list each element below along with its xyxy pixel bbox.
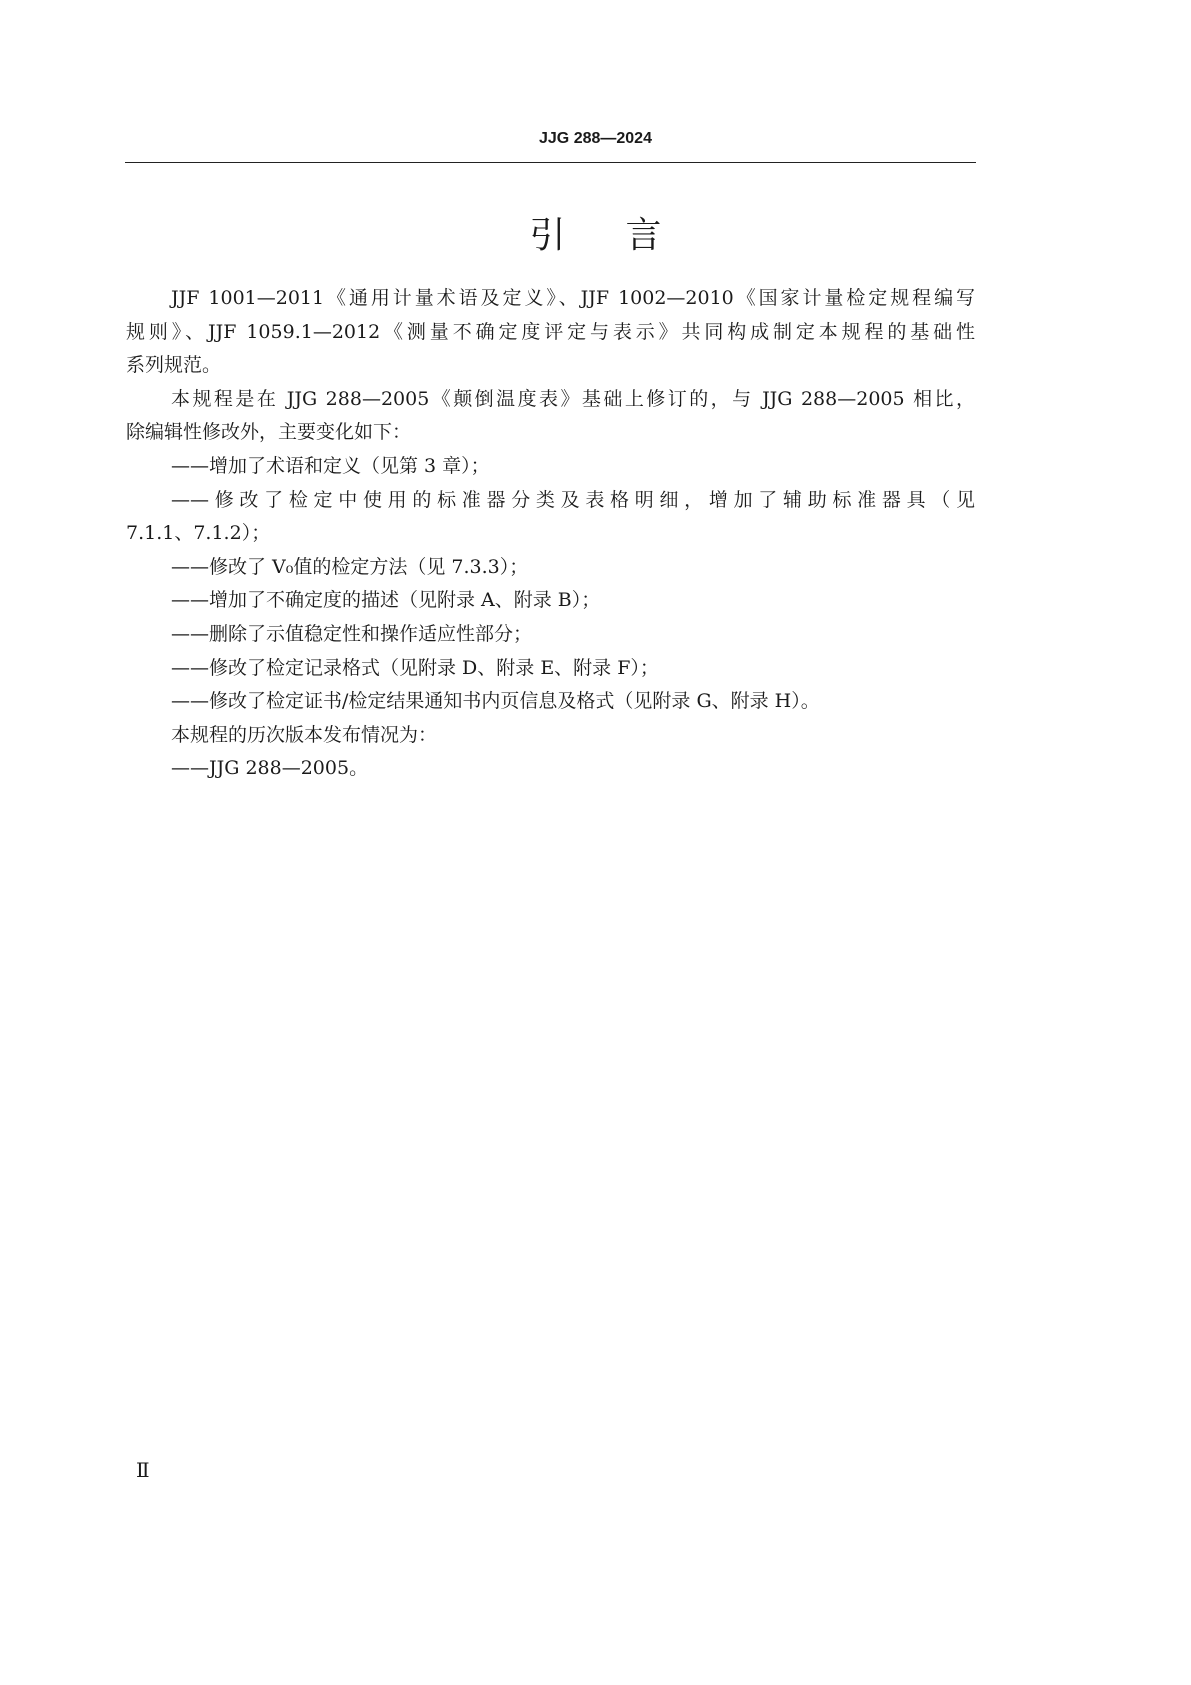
text-line: 本规程的历次版本发布情况为： (171, 723, 438, 746)
text-line: ——修改了检定中使用的标准器分类及表格明细，增加了辅助标准器具（见 (171, 488, 975, 511)
text-line: 系列规范。 (126, 354, 222, 377)
text-line: 规则》、JJF 1059.1—2012《测量不确定度评定与表示》共同构成制定本规程的基础性 (126, 320, 975, 343)
text-line: ——删除了示值稳定性和操作适应性部分； (171, 622, 533, 645)
text-line: ——修改了检定证书/检定结果通知书内页信息及格式（见附录 G、附录 H）。 (171, 690, 820, 713)
page-number: Ⅱ (136, 1458, 150, 1482)
header-rule (125, 162, 976, 163)
text-line: JJF 1001—2011《通用计量术语及定义》、JJF 1002—2010《国家计量检定规程编写 (171, 287, 975, 309)
text-line: ——增加了不确定度的描述（见附录 A、附录 B）； (171, 589, 601, 612)
page-title: 引言 (529, 215, 722, 256)
text-line: ——修改了检定记录格式（见附录 D、附录 E、附录 F）； (171, 656, 659, 679)
text-line: 7.1.1、7.1.2）； (126, 522, 271, 545)
text-line: ——修改了 V₀值的检定方法（见 7.3.3）； (171, 555, 529, 578)
text-line: 本规程是在 JJG 288—2005《颠倒温度表》基础上修订的，与 JJG 288—2005 相比， (171, 387, 975, 410)
running-header: JJG 288—2024 (539, 130, 652, 147)
text-line: ——增加了术语和定义（见第 3 章）； (171, 454, 490, 477)
text-line: ——JJG 288—2005。 (171, 757, 369, 780)
body-text (126, 282, 975, 786)
text-line: 除编辑性修改外，主要变化如下： (126, 421, 412, 444)
